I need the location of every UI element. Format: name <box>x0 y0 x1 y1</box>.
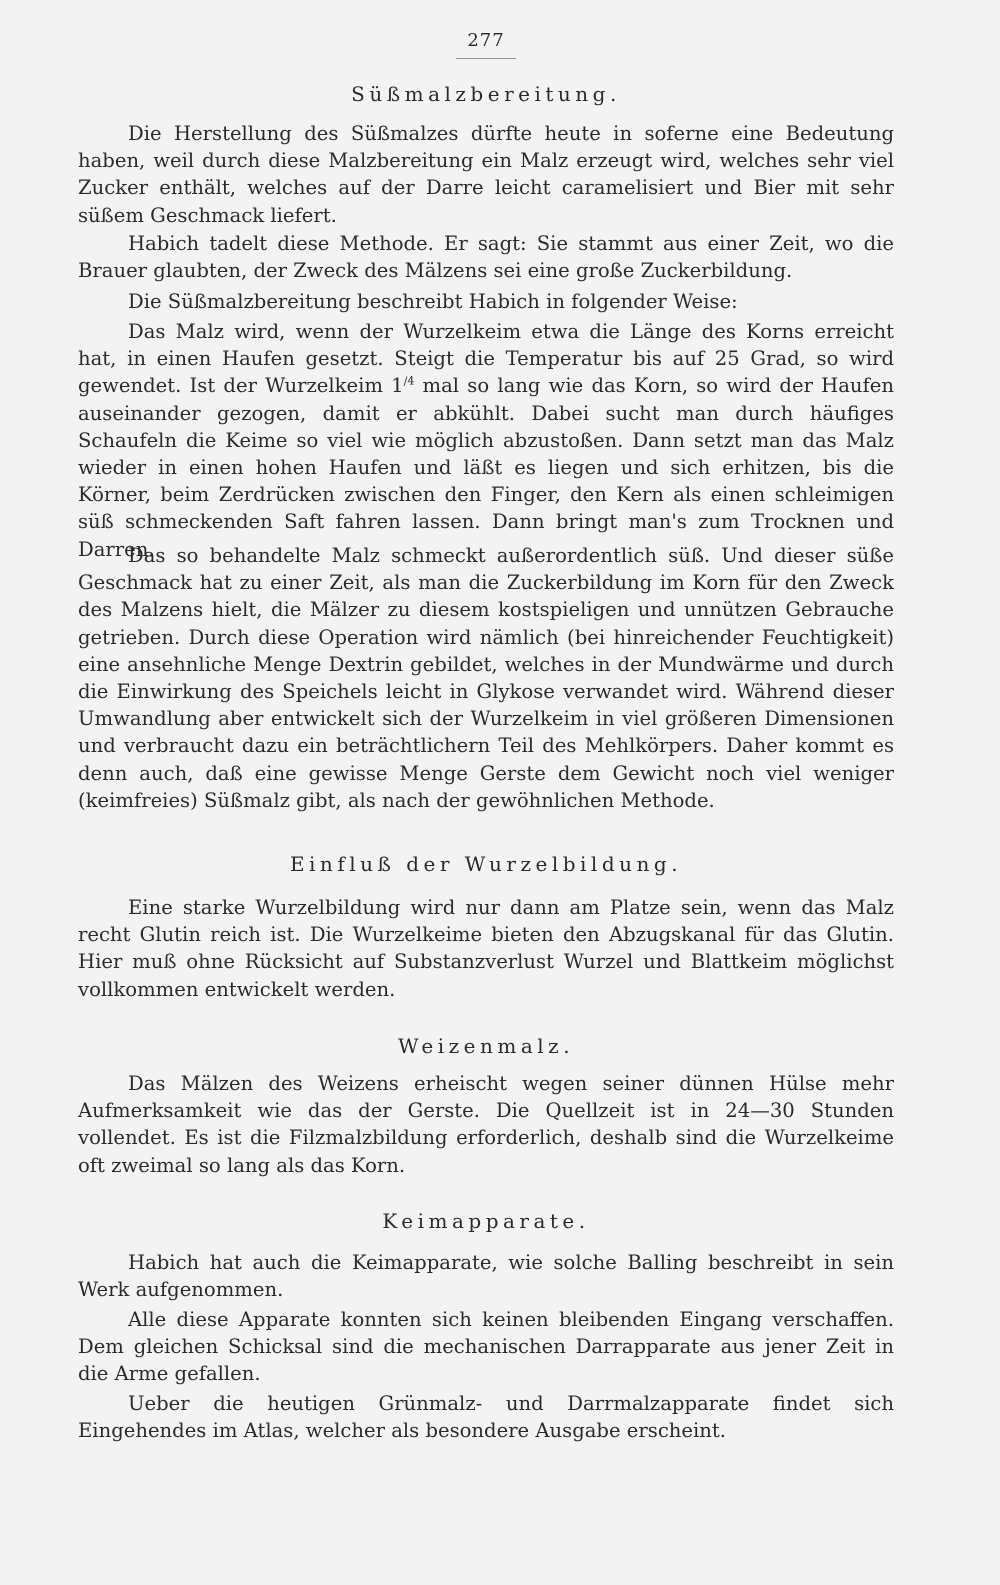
page-number-rule <box>456 58 516 59</box>
paragraph: Die Herstellung des Süßmalzes dürfte heute in soferne eine Bedeutung haben, weil durch diese Malzbereitung ein Malz erzeugt wird, welches sehr viel Zucker enthält, welches auf der Darre leicht caramelisiert und Bier mit sehr süßem Geschmack liefert. <box>78 122 894 227</box>
section-heading: Süßmalzbereitung. <box>351 82 621 106</box>
paragraph: Alle diese Apparate konnten sich keinen bleibenden Eingang verschaffen. Dem gleichen Schicksal sind die mechanischen Darrapparate aus jener Zeit in die Arme gefallen. <box>78 1308 894 1386</box>
paragraph: Ueber die heutigen Grünmalz- und Darrmalzapparate findet sich Eingehendes im Atlas, welcher als besondere Ausgabe erscheint. <box>78 1392 894 1443</box>
paragraph: Die Süßmalzbereitung beschreibt Habich in folgender Weise: <box>128 290 738 313</box>
fraction: /4 <box>403 374 415 388</box>
paragraph: Habich hat auch die Keimapparate, wie solche Balling beschreibt in sein Werk aufgenommen. <box>78 1251 894 1302</box>
section-heading: Weizenmalz. <box>397 1034 575 1058</box>
page-number: 277 <box>467 30 505 51</box>
paragraph: Habich tadelt diese Methode. Er sagt: Sie stammt aus einer Zeit, wo die Brauer glaubten, der Zweck des Mälzens sei eine große Zuckerbildung. <box>78 232 894 283</box>
section-heading: Einfluß der Wurzelbildung. <box>289 852 683 876</box>
paragraph-text: mal so lang wie das Korn, so wird der Haufen auseinander gezogen, damit er abkühlt. Dabei sucht man durch häufiges Schaufeln die Keime so viel wie möglich abzustoßen. Dann setzt man das Malz wieder in einen hohen Haufen und läßt es liegen und sich erhitzen, bis die Körner, beim Zerdrücken zwischen den Finger, den Kern als einen schleimigen süß schmeckenden Saft fahren lassen. Dann bringt man's zum Trocknen und Darren. <box>78 374 894 561</box>
paragraph: Eine starke Wurzelbildung wird nur dann am Platze sein, wenn das Malz recht Glutin reich ist. Die Wurzelkeime bieten den Abzugskanal für das Glutin. Hier muß ohne Rücksicht auf Substanzverlust Wurzel und Blattkeim möglichst vollkommen entwickelt werden. <box>78 896 894 1001</box>
paragraph: Das so behandelte Malz schmeckt außerordentlich süß. Und dieser süße Geschmack hat zu einer Zeit, als man die Zuckerbildung im Korn für den Zweck des Malzens hielt, die Mälzer zu diesem kostspieligen und unnützen Gebrauche getrieben. Durch diese Operation wird nämlich (bei hinreichender Feuchtigkeit) eine ansehnliche Menge Dextrin gebildet, welches in der Mundwärme und durch die Einwirkung des Speichels leicht in Glykose verwandet wird. Während dieser Umwandlung aber entwickelt sich der Wurzelkeim in viel größeren Dimensionen und verbraucht dazu ein beträchtlichern Teil des Mehlkörpers. Daher kommt es denn auch, daß eine gewisse Menge Gerste dem Gewicht noch viel weniger (keimfreies) Süßmalz gibt, als nach der gewöhnlichen Methode. <box>78 544 894 812</box>
paragraph-text: Das Malz wird, wenn der Wurzelkeim etwa die Länge des Korns erreicht hat, in einen Haufen gesetzt. Steigt die Temperatur bis auf 25 Grad, so wird gewendet. Ist der Wurzelkeim 1 <box>78 320 894 398</box>
paragraph <box>78 318 894 563</box>
paragraph: Das Mälzen des Weizens erheischt wegen seiner dünnen Hülse mehr Aufmerksamkeit wie das der Gerste. Die Quellzeit ist in 24—30 Stunden vollendet. Es ist die Filzmalzbildung erforderlich, deshalb sind die Wurzelkeime oft zweimal so lang als das Korn. <box>78 1072 894 1177</box>
section-heading: Keimapparate. <box>382 1209 590 1233</box>
